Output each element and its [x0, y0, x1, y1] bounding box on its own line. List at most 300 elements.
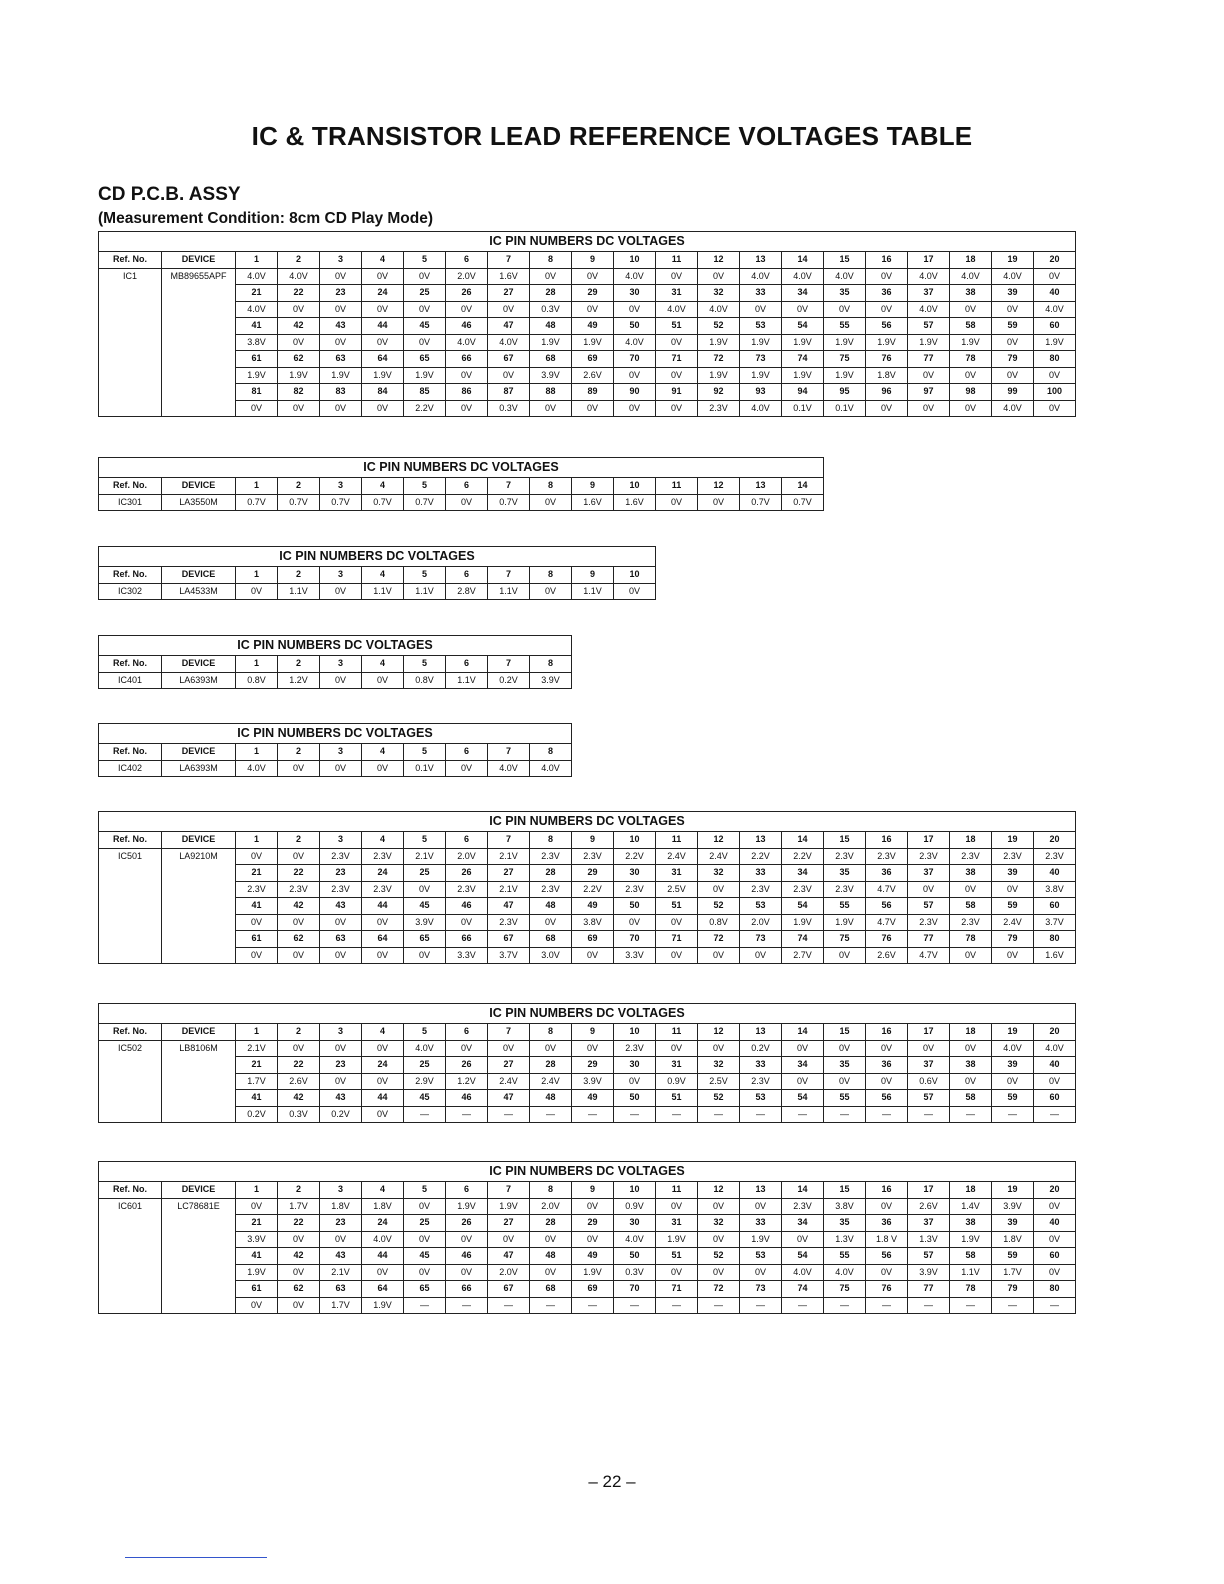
pin-number: 64 — [362, 1281, 404, 1298]
pin-number: 78 — [950, 1281, 992, 1298]
pin-number: 52 — [698, 1090, 740, 1107]
pin-voltage: 1.9V — [362, 1297, 404, 1314]
voltage-row — [99, 1297, 1076, 1314]
pin-number: 17 — [908, 832, 950, 849]
device-name: LA9210M — [162, 848, 236, 964]
pin-number: 50 — [614, 318, 656, 335]
pin-number: 58 — [950, 1090, 992, 1107]
pin-number: 48 — [530, 898, 572, 915]
pin-voltage: 1.1V — [446, 672, 488, 689]
pin-number-row — [99, 656, 572, 673]
device-name: LC78681E — [162, 1198, 236, 1314]
pin-voltage: 1.9V — [320, 367, 362, 384]
pin-voltage: — — [572, 1106, 614, 1123]
pin-number: 7 — [488, 1024, 530, 1041]
pin-voltage: 3.8V — [1034, 881, 1076, 898]
pin-voltage: — — [782, 1106, 824, 1123]
pin-voltage: 0V — [362, 947, 404, 964]
pin-voltage: 0V — [740, 947, 782, 964]
pin-voltage: 1.9V — [740, 367, 782, 384]
pin-voltage: 0.8V — [236, 672, 278, 689]
measurement-condition: (Measurement Condition: 8cm CD Play Mode) — [98, 210, 434, 227]
pin-number: 93 — [740, 384, 782, 401]
voltage-row — [99, 914, 1076, 931]
pin-voltage: 0V — [1034, 268, 1076, 285]
pin-voltage: 0V — [320, 334, 362, 351]
pin-number: 4 — [362, 1024, 404, 1041]
pin-number: 35 — [824, 1057, 866, 1074]
pin-number: 29 — [572, 1215, 614, 1232]
section-heading: CD P.C.B. ASSY — [98, 184, 241, 205]
pin-number: 2 — [278, 832, 320, 849]
pin-voltage: 1.9V — [782, 334, 824, 351]
pin-number: 10 — [614, 1182, 656, 1199]
device-name: LB8106M — [162, 1040, 236, 1123]
pin-voltage: 0V — [362, 1264, 404, 1281]
pin-number: 17 — [908, 1024, 950, 1041]
pin-voltage: 2.3V — [446, 881, 488, 898]
pin-number: 18 — [950, 1182, 992, 1199]
pin-number: 73 — [740, 1281, 782, 1298]
pin-number: 71 — [656, 931, 698, 948]
pin-voltage: 3.8V — [236, 334, 278, 351]
pin-number: 24 — [362, 1215, 404, 1232]
pin-number: 13 — [740, 1024, 782, 1041]
pin-voltage: 0.1V — [404, 760, 446, 777]
pin-number: 34 — [782, 285, 824, 302]
pin-voltage: 1.9V — [278, 367, 320, 384]
pin-number: 20 — [1034, 252, 1076, 269]
pin-voltage: 0V — [278, 1297, 320, 1314]
pin-voltage: 1.8 V — [866, 1231, 908, 1248]
pin-number: 3 — [320, 832, 362, 849]
pin-voltage: 0V — [530, 400, 572, 417]
pin-voltage: 0V — [320, 947, 362, 964]
pin-number: 4 — [362, 478, 404, 495]
pin-voltage: — — [446, 1106, 488, 1123]
pin-number: 32 — [698, 1215, 740, 1232]
pin-number: 70 — [614, 931, 656, 948]
pin-number: 59 — [992, 898, 1034, 915]
pin-number: 49 — [572, 318, 614, 335]
pin-voltage: 0V — [362, 760, 404, 777]
pin-number: 76 — [866, 351, 908, 368]
pin-number: 32 — [698, 285, 740, 302]
pin-number: 19 — [992, 832, 1034, 849]
pin-voltage: 0V — [530, 914, 572, 931]
ic-voltage-table-ic401 — [98, 635, 572, 689]
pin-voltage: 0V — [656, 367, 698, 384]
pin-number: 22 — [278, 865, 320, 882]
pin-voltage: 2.3V — [908, 848, 950, 865]
pin-number: 25 — [404, 1215, 446, 1232]
pin-number: 5 — [404, 478, 446, 495]
pin-voltage: 2.6V — [866, 947, 908, 964]
pin-number: 1 — [236, 478, 278, 495]
pin-number: 6 — [446, 1024, 488, 1041]
pin-number: 42 — [278, 1090, 320, 1107]
pin-voltage: 0V — [404, 1231, 446, 1248]
pin-number: 57 — [908, 318, 950, 335]
pin-number: 21 — [236, 285, 278, 302]
pin-number: 37 — [908, 1057, 950, 1074]
pin-voltage: 0V — [782, 1231, 824, 1248]
pin-number: 16 — [866, 1182, 908, 1199]
device-header: DEVICE — [162, 832, 236, 849]
ref-no-header: Ref. No. — [99, 1182, 162, 1199]
pin-voltage: 0V — [404, 334, 446, 351]
pin-voltage: 3.9V — [908, 1264, 950, 1281]
pin-number: 21 — [236, 865, 278, 882]
pin-voltage: 0V — [278, 334, 320, 351]
pin-voltage: 0V — [782, 1073, 824, 1090]
pin-number: 2 — [278, 252, 320, 269]
pin-number: 16 — [866, 252, 908, 269]
pin-voltage: — — [1034, 1106, 1076, 1123]
table-title: IC PIN NUMBERS DC VOLTAGES — [99, 812, 1076, 832]
pin-number: 68 — [530, 1281, 572, 1298]
pin-voltage: 1.6V — [572, 494, 614, 511]
pin-voltage: 0V — [698, 494, 740, 511]
device-header: DEVICE — [162, 252, 236, 269]
pin-number: 81 — [236, 384, 278, 401]
page-number: – 22 – — [588, 1472, 636, 1491]
pin-voltage: 0V — [992, 301, 1034, 318]
pin-number: 74 — [782, 351, 824, 368]
pin-number: 48 — [530, 1090, 572, 1107]
pin-number: 27 — [488, 285, 530, 302]
pin-voltage: — — [908, 1106, 950, 1123]
pin-voltage: 0.7V — [362, 494, 404, 511]
pin-voltage: 1.8V — [992, 1231, 1034, 1248]
pin-voltage: 0V — [1034, 1073, 1076, 1090]
ref-no-header: Ref. No. — [99, 744, 162, 761]
pin-voltage: 0V — [866, 301, 908, 318]
pin-number: 97 — [908, 384, 950, 401]
pin-number: 54 — [782, 898, 824, 915]
pin-voltage: 0V — [908, 400, 950, 417]
pin-number: 1 — [236, 832, 278, 849]
pin-number-row — [99, 567, 656, 584]
pin-number: 5 — [404, 567, 446, 584]
pin-voltage: 0V — [614, 914, 656, 931]
pin-number: 75 — [824, 1281, 866, 1298]
pin-voltage: — — [614, 1297, 656, 1314]
pin-voltage: 0.1V — [824, 400, 866, 417]
pin-number: 5 — [404, 744, 446, 761]
pin-number-row — [99, 865, 1076, 882]
pin-voltage: 2.3V — [908, 914, 950, 931]
device-name: LA3550M — [162, 494, 236, 511]
pin-voltage: 2.8V — [446, 583, 488, 600]
pin-voltage: 1.1V — [362, 583, 404, 600]
pin-number: 60 — [1034, 1090, 1076, 1107]
pin-number: 55 — [824, 1248, 866, 1265]
ic-voltage-table-ic502 — [98, 1003, 1076, 1123]
pin-voltage: 0V — [404, 1198, 446, 1215]
pin-voltage: 2.3V — [782, 1198, 824, 1215]
pin-number: 65 — [404, 1281, 446, 1298]
pin-number: 8 — [530, 1024, 572, 1041]
pin-number: 41 — [236, 898, 278, 915]
pin-voltage: 0.8V — [698, 914, 740, 931]
pin-number: 62 — [278, 1281, 320, 1298]
voltage-row — [99, 760, 572, 777]
pin-voltage: 0V — [698, 1040, 740, 1057]
pin-number: 43 — [320, 1090, 362, 1107]
pin-voltage: 0V — [362, 301, 404, 318]
pin-voltage: 0V — [656, 914, 698, 931]
pin-voltage: 1.9V — [824, 914, 866, 931]
pin-voltage: 0V — [908, 1040, 950, 1057]
pin-number: 56 — [866, 898, 908, 915]
pin-voltage: 1.9V — [236, 1264, 278, 1281]
pin-number: 44 — [362, 1090, 404, 1107]
pin-number-row — [99, 931, 1076, 948]
pin-number: 22 — [278, 1057, 320, 1074]
pin-number: 70 — [614, 351, 656, 368]
pin-voltage: 2.2V — [404, 400, 446, 417]
pin-voltage: 2.4V — [530, 1073, 572, 1090]
pin-number: 63 — [320, 351, 362, 368]
pin-number: 15 — [824, 832, 866, 849]
pin-voltage: 0V — [404, 947, 446, 964]
device-header: DEVICE — [162, 478, 236, 495]
pin-number: 80 — [1034, 351, 1076, 368]
pin-number: 46 — [446, 1090, 488, 1107]
pin-number: 72 — [698, 931, 740, 948]
pin-number: 2 — [278, 1024, 320, 1041]
pin-number: 80 — [1034, 931, 1076, 948]
pin-voltage: 4.0V — [530, 760, 572, 777]
pin-number: 6 — [446, 1182, 488, 1199]
pin-number: 6 — [446, 744, 488, 761]
pin-number: 34 — [782, 865, 824, 882]
pin-number-row — [99, 898, 1076, 915]
pin-voltage: 4.0V — [614, 1231, 656, 1248]
pin-voltage: 2.3V — [362, 881, 404, 898]
pin-voltage: 1.1V — [404, 583, 446, 600]
pin-number: 1 — [236, 744, 278, 761]
pin-voltage: 0V — [404, 301, 446, 318]
pin-number: 33 — [740, 285, 782, 302]
pin-number: 35 — [824, 285, 866, 302]
pin-voltage: 2.3V — [572, 848, 614, 865]
pin-number: 2 — [278, 744, 320, 761]
pin-voltage: — — [866, 1297, 908, 1314]
pin-number: 30 — [614, 865, 656, 882]
pin-number: 58 — [950, 318, 992, 335]
pin-number-row — [99, 1215, 1076, 1232]
pin-voltage: 0V — [992, 1073, 1034, 1090]
pin-number: 8 — [530, 656, 572, 673]
pin-number: 62 — [278, 351, 320, 368]
pin-number: 41 — [236, 318, 278, 335]
pin-number: 64 — [362, 931, 404, 948]
pin-number: 27 — [488, 865, 530, 882]
pin-number: 9 — [572, 1024, 614, 1041]
device-name: MB89655APF — [162, 268, 236, 417]
pin-number: 78 — [950, 931, 992, 948]
pin-number: 1 — [236, 567, 278, 584]
pin-number: 100 — [1034, 384, 1076, 401]
pin-number: 4 — [362, 252, 404, 269]
pin-number: 50 — [614, 1248, 656, 1265]
pin-number: 15 — [824, 252, 866, 269]
pin-number: 12 — [698, 832, 740, 849]
pin-voltage: 1.6V — [488, 268, 530, 285]
pin-voltage: 2.3V — [824, 881, 866, 898]
pin-voltage: 2.3V — [320, 881, 362, 898]
pin-voltage: 0V — [824, 1073, 866, 1090]
pin-number: 37 — [908, 865, 950, 882]
pin-voltage: 4.0V — [1034, 1040, 1076, 1057]
pin-number-row — [99, 744, 572, 761]
pin-number: 41 — [236, 1090, 278, 1107]
pin-voltage: 0V — [572, 301, 614, 318]
pin-number: 11 — [656, 832, 698, 849]
pin-voltage: 1.6V — [1034, 947, 1076, 964]
pin-voltage: 1.4V — [950, 1198, 992, 1215]
pin-voltage: 0V — [656, 947, 698, 964]
ref-no: IC601 — [99, 1198, 162, 1314]
pin-voltage: 0.2V — [236, 1106, 278, 1123]
pin-number: 8 — [530, 567, 572, 584]
pin-number: 46 — [446, 1248, 488, 1265]
pin-number: 4 — [362, 656, 404, 673]
pin-voltage: 1.9V — [824, 367, 866, 384]
pin-number: 4 — [362, 832, 404, 849]
pin-number: 4 — [362, 744, 404, 761]
pin-number: 55 — [824, 1090, 866, 1107]
pin-number: 20 — [1034, 832, 1076, 849]
pin-voltage: 1.9V — [572, 334, 614, 351]
pin-voltage: 0V — [446, 760, 488, 777]
pin-number: 1 — [236, 252, 278, 269]
voltage-row — [99, 268, 1076, 285]
voltage-row — [99, 848, 1076, 865]
pin-number: 62 — [278, 931, 320, 948]
pin-voltage: 0V — [362, 914, 404, 931]
pin-number: 11 — [656, 1024, 698, 1041]
pin-number: 23 — [320, 285, 362, 302]
pin-number: 31 — [656, 865, 698, 882]
ic-voltage-table-ic301 — [98, 457, 824, 511]
voltage-row — [99, 947, 1076, 964]
table-title: IC PIN NUMBERS DC VOLTAGES — [99, 724, 572, 744]
pin-number: 52 — [698, 898, 740, 915]
pin-number: 16 — [866, 832, 908, 849]
pin-number: 10 — [614, 1024, 656, 1041]
pin-voltage: 2.3V — [614, 881, 656, 898]
pin-number: 54 — [782, 1248, 824, 1265]
pin-voltage: 1.9V — [656, 1231, 698, 1248]
pin-voltage: 4.0V — [236, 268, 278, 285]
pin-voltage: 0V — [404, 881, 446, 898]
pin-number: 59 — [992, 1248, 1034, 1265]
pin-number: 60 — [1034, 1248, 1076, 1265]
pin-voltage: — — [530, 1106, 572, 1123]
pin-number: 60 — [1034, 898, 1076, 915]
pin-voltage: — — [446, 1297, 488, 1314]
table-title: IC PIN NUMBERS DC VOLTAGES — [99, 636, 572, 656]
pin-number: 7 — [488, 567, 530, 584]
pin-number: 73 — [740, 931, 782, 948]
pin-voltage: 1.1V — [572, 583, 614, 600]
pin-voltage: 2.3V — [866, 848, 908, 865]
pin-number: 6 — [446, 656, 488, 673]
pin-voltage: 4.7V — [866, 914, 908, 931]
pin-number: 1 — [236, 1024, 278, 1041]
pin-number: 35 — [824, 865, 866, 882]
pin-number: 44 — [362, 1248, 404, 1265]
pin-voltage: 0V — [698, 1264, 740, 1281]
pin-number: 92 — [698, 384, 740, 401]
pin-voltage: 0V — [362, 1040, 404, 1057]
pin-voltage: 1.9V — [740, 1231, 782, 1248]
pin-number: 76 — [866, 931, 908, 948]
pin-number: 77 — [908, 931, 950, 948]
pin-number: 31 — [656, 1057, 698, 1074]
pin-voltage: 1.2V — [278, 672, 320, 689]
pin-number: 26 — [446, 1215, 488, 1232]
pin-voltage: — — [614, 1106, 656, 1123]
pin-voltage: 0V — [320, 268, 362, 285]
pin-number: 39 — [992, 865, 1034, 882]
pin-number: 67 — [488, 351, 530, 368]
pin-number: 2 — [278, 567, 320, 584]
pin-voltage: 1.9V — [740, 334, 782, 351]
pin-number: 37 — [908, 1215, 950, 1232]
pin-number: 8 — [530, 252, 572, 269]
pin-voltage: 0V — [656, 1264, 698, 1281]
pin-number: 6 — [446, 567, 488, 584]
pin-number-row — [99, 318, 1076, 335]
ref-no: IC301 — [99, 494, 162, 511]
pin-voltage: 0V — [824, 1040, 866, 1057]
pin-number: 42 — [278, 318, 320, 335]
pin-number: 47 — [488, 1248, 530, 1265]
table-title: IC PIN NUMBERS DC VOLTAGES — [99, 547, 656, 567]
pin-voltage: 0V — [950, 881, 992, 898]
pin-number: 25 — [404, 865, 446, 882]
pin-voltage: 0V — [530, 1231, 572, 1248]
pin-number: 52 — [698, 1248, 740, 1265]
ref-no: IC302 — [99, 583, 162, 600]
pin-voltage: 0V — [446, 1231, 488, 1248]
pin-voltage: 1.8V — [320, 1198, 362, 1215]
pin-voltage: 2.9V — [404, 1073, 446, 1090]
pin-voltage: 4.0V — [236, 760, 278, 777]
pin-number: 77 — [908, 351, 950, 368]
pin-number: 60 — [1034, 318, 1076, 335]
pin-number: 21 — [236, 1215, 278, 1232]
pin-voltage: 0V — [362, 1106, 404, 1123]
pin-voltage: — — [572, 1297, 614, 1314]
ic-voltage-table-ic1 — [98, 231, 1076, 417]
footer-rule — [125, 1557, 267, 1558]
pin-number: 72 — [698, 351, 740, 368]
pin-number: 41 — [236, 1248, 278, 1265]
pin-number: 61 — [236, 351, 278, 368]
pin-voltage: 0V — [236, 848, 278, 865]
pin-voltage: 1.9V — [950, 334, 992, 351]
pin-voltage: 4.0V — [614, 334, 656, 351]
pin-number: 76 — [866, 1281, 908, 1298]
pin-voltage: 3.8V — [824, 1198, 866, 1215]
pin-number: 7 — [488, 478, 530, 495]
pin-voltage: 0V — [530, 1264, 572, 1281]
